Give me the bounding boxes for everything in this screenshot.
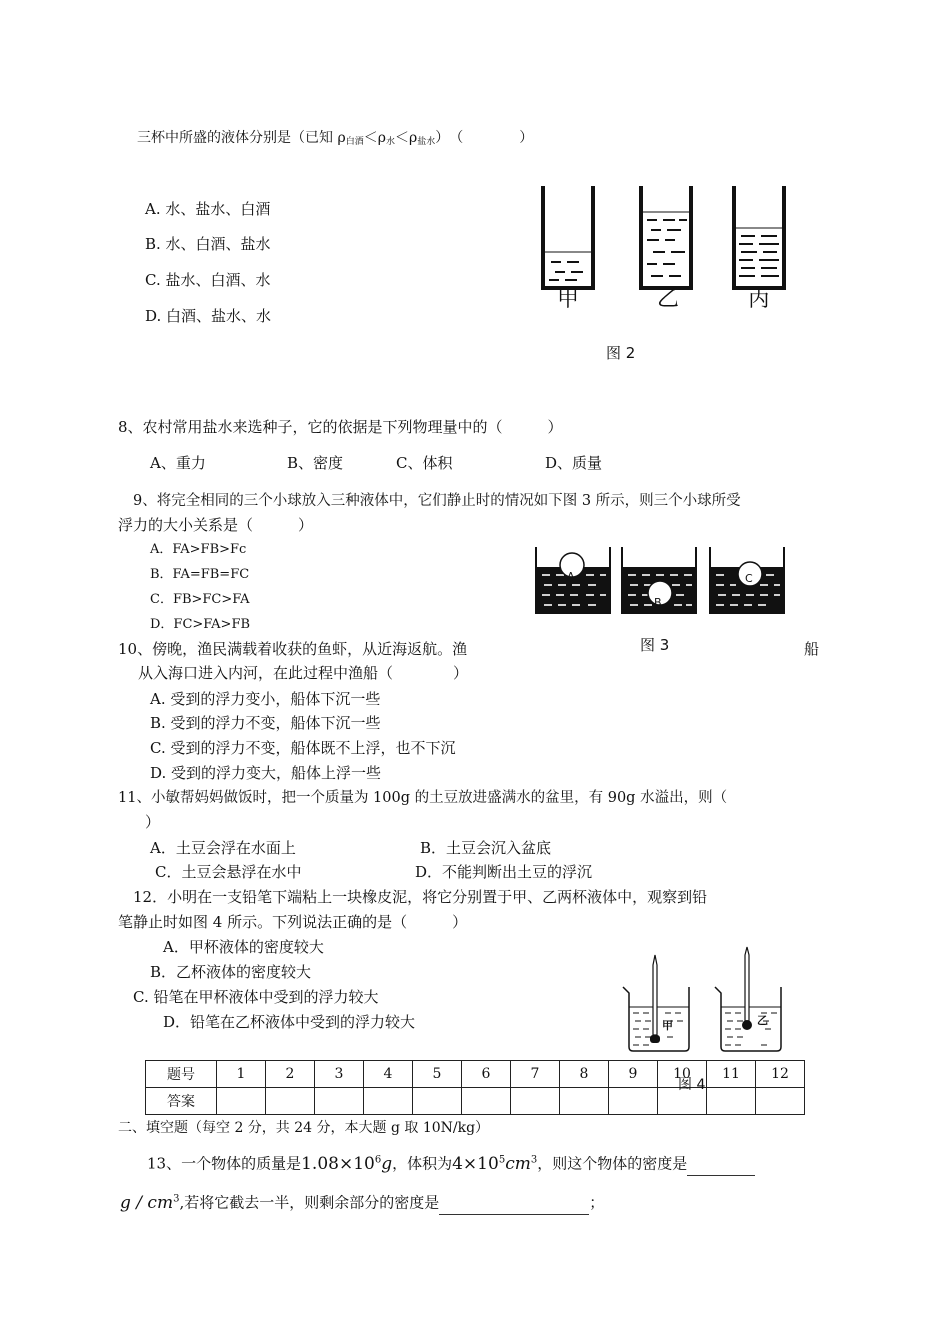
answer-cell[interactable] — [609, 1088, 658, 1115]
q8-option-a: A、重力 — [150, 454, 206, 472]
q7-option-c: C. 盐水、白酒、水 — [145, 271, 271, 289]
answer-cell[interactable] — [315, 1088, 364, 1115]
q12-stem-line1: 12．小明在一支铅笔下端粘上一块橡皮泥，将它分别置于甲、乙两杯液体中，观察到铅 — [133, 888, 708, 906]
figure-3-caption: 图 3 — [640, 636, 670, 654]
q10-stem-tail: 船 — [804, 640, 820, 658]
q13-unit: g / $cm^3$ — [120, 1192, 180, 1213]
q13-blank-1[interactable] — [687, 1159, 755, 1176]
ball-label-c: C — [745, 572, 753, 585]
q10-option-b: B. 受到的浮力不变，船体下沉一些 — [150, 714, 381, 732]
q8-option-b: B、密度 — [287, 454, 344, 472]
answer-cell[interactable] — [511, 1088, 560, 1115]
answer-table-number: 11 — [707, 1061, 756, 1088]
answer-cell[interactable] — [364, 1088, 413, 1115]
q8-stem: 8、农村常用盐水来选种子，它的依据是下列物理量中的（ ） — [118, 418, 563, 436]
answer-cell[interactable] — [217, 1088, 266, 1115]
beaker-label-jia: 甲 — [662, 1019, 673, 1032]
q11-option-c: C．土豆会悬浮在水中 — [155, 863, 302, 881]
q7-option-a: A. 水、盐水、白酒 — [145, 200, 271, 218]
q8-option-c: C、体积 — [396, 454, 453, 472]
answer-table-number: 4 — [364, 1061, 413, 1088]
q11-option-d: D．不能判断出土豆的浮沉 — [415, 863, 593, 881]
q13-volume: $4\times 10^5cm^3$ — [452, 1153, 538, 1174]
answer-table — [145, 1060, 805, 1115]
q9-stem-line1: 9、将完全相同的三个小球放入三种液体中，它们静止时的情况如下图 3 所示，则三个小球所受 — [133, 493, 741, 509]
answer-table-number: 2 — [266, 1061, 315, 1088]
q7-option-d: D. 白酒、盐水、水 — [145, 307, 272, 325]
q9-option-c: C．FB>FC>FA — [150, 592, 250, 607]
q8-option-d: D、质量 — [545, 454, 603, 472]
q10-option-c: C. 受到的浮力不变，船体既不上浮，也不下沉 — [150, 739, 456, 757]
q13-mass: $1.08\times 10^6g$ — [301, 1153, 393, 1174]
q11-stem-line1: 11、小敏帮妈妈做饭时，把一个质量为 100g 的土豆放进盛满水的盆里，有 90g 水溢出，则（ — [118, 790, 728, 806]
ball-label-b: B — [654, 596, 662, 609]
answer-table-number: 9 — [609, 1061, 658, 1088]
figure-2-caption: 图 2 — [606, 344, 636, 362]
q10-stem-line2: 从入海口进入内河，在此过程中渔船（ ） — [138, 664, 469, 682]
answer-cell[interactable] — [462, 1088, 511, 1115]
q11-stem-line2: ） — [145, 813, 161, 831]
q7-option-b: B. 水、白酒、盐水 — [145, 235, 271, 253]
answer-table-number: 1 — [217, 1061, 266, 1088]
cup-jia — [543, 186, 593, 288]
answer-table-number: 12 — [756, 1061, 805, 1088]
beaker-jia — [623, 955, 689, 1051]
answer-table-number: 8 — [560, 1061, 609, 1088]
q13-line1: 13、一个物体的质量是$1.08\times 10^6g$，体积为$4\times 10^5cm^3$，则这个物体的密度是 — [147, 1148, 755, 1176]
q7-stem: 三杯中所盛的液体分别是（已知 ρ白酒＜ρ水＜ρ盐水） （ ） — [137, 130, 534, 147]
q12-option-b: B．乙杯液体的密度较大 — [150, 963, 312, 981]
q13-blank-2[interactable] — [439, 1198, 589, 1215]
answer-cell[interactable] — [707, 1088, 756, 1115]
beaker-yi — [715, 947, 781, 1051]
cup-yi — [641, 186, 691, 288]
q10-stem-line1: 10、傍晚，渔民满载着收获的鱼虾，从近海返航。渔 — [118, 640, 468, 658]
q11-option-b: B．土豆会沉入盆底 — [420, 839, 552, 857]
answer-table-row2-header: 答案 — [146, 1088, 217, 1115]
answer-table-number: 6 — [462, 1061, 511, 1088]
answer-cell[interactable] — [756, 1088, 805, 1115]
answer-table-row1-header: 题号 — [146, 1061, 217, 1088]
cup-label-yi: 乙 — [657, 287, 680, 312]
q12-stem-line2: 笔静止时如图 4 所示。下列说法正确的是（ ） — [118, 913, 468, 931]
q9-option-a: A．FA>FB>Fc — [150, 542, 247, 557]
answer-cell[interactable] — [266, 1088, 315, 1115]
answer-table-number: 7 — [511, 1061, 560, 1088]
answer-table-answer-row — [146, 1088, 805, 1115]
figure-4-caption: 图 4 — [678, 1077, 706, 1093]
q13-line2: g / $cm^3$,若将它截去一半，则剩余部分的密度是 ； — [120, 1192, 605, 1213]
q9-stem-line2: 浮力的大小关系是（ ） — [118, 516, 314, 534]
q12-option-d: D．铅笔在乙杯液体中受到的浮力较大 — [163, 1013, 416, 1031]
answer-cell[interactable] — [413, 1088, 462, 1115]
q10-option-a: A. 受到的浮力变小，船体下沉一些 — [150, 690, 381, 708]
answer-table-number: 3 — [315, 1061, 364, 1088]
answer-table-number: 5 — [413, 1061, 462, 1088]
q9-option-b: B．FA=FB=FC — [150, 567, 250, 582]
beaker-label-yi: 乙 — [757, 1014, 768, 1027]
q12-option-c: C. 铅笔在甲杯液体中受到的浮力较大 — [133, 988, 379, 1006]
section-2-heading: 二、填空题（每空 2 分，共 24 分，本大题 g 取 10N/kg） — [118, 1120, 490, 1136]
figure-4-beakers — [615, 945, 790, 1055]
ball-label-a: A — [567, 570, 575, 583]
answer-table-number-row — [146, 1061, 805, 1088]
q9-option-d: D．FC>FA>FB — [150, 617, 251, 632]
q11-option-a: A．土豆会浮在水面上 — [150, 839, 296, 857]
cup-label-bing: 丙 — [748, 287, 771, 312]
q12-option-a: A．甲杯液体的密度较大 — [163, 938, 324, 956]
answer-table-number: 10 — [658, 1061, 707, 1088]
answer-cell[interactable] — [560, 1088, 609, 1115]
q10-option-d: D. 受到的浮力变大，船体上浮一些 — [150, 764, 382, 782]
cup-label-jia: 甲 — [557, 287, 580, 312]
